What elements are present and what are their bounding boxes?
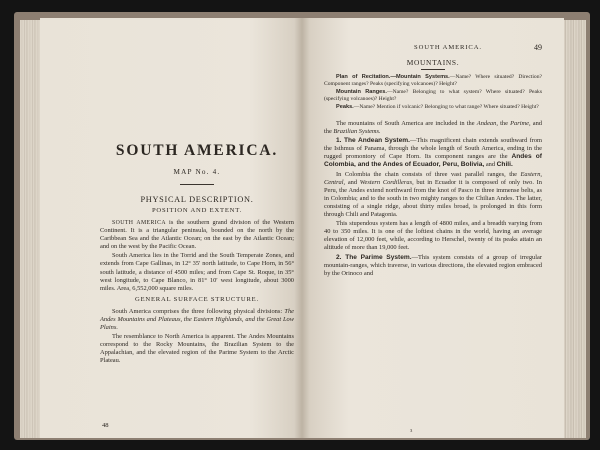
paragraph-parime-system: 2. The Parime System.—This system consists of a group of irregular mountain-ranges, which traverse, in various directions, the elevated region embraced by the Orinoco and [324,253,542,277]
paragraph-colombia: In Colombia the chain consists of three vast parallel ranges, the Eastern, Central, and Western Cordilleras, but in Ecuador it is composed of only two. In Peru, the Andes extend northward from the knot of Pasco in three immense belts, as in Colombia; and to the south in two mighty ranges to the Chilian Andes. The latter, consisting of a single ridge, about thirty miles broad, is prolonged in this form through Chili and Patagonia. [324,170,542,219]
subheading-position: POSITION AND EXTENT. [151,207,243,214]
paragraph-stupendous: This stupendous system has a length of 4800 miles, and a breadth varying from 40 to 350 miles. It is one of the loftiest chains in the world, having an average elevation of 12,000 feet, while, according to Herschel, twenty of its peaks attain an altitude of more than 19,000 feet. [324,220,542,252]
paragraph-extent: South America lies in the Torrid and the South Temperate Zones, and extends from Cape Gallinas, in 12° 35′ north latitude, to Cape Horn, in 56° south latitude, a distance of 4500 miles; and from Cape St. Roque, in 35° west longitude, to Cape Blanco, in 81° 10′ west longitude, about 3000 miles. Area, 6,552,000 square miles. [100,252,294,292]
left-page-body [100,130,294,367]
running-head: SOUTH AMERICA. [414,44,482,51]
recitation-plan: Plan of Recitation.—Mountain Systems.—Name? Where situated? Direction? Component ranges? Peaks (specifying volcanoes)? Height? Mountain Ranges.—Name? Belonging to what system? Where situated? Peaks (specifying volcanoes)? Height? Peaks.—Name? Mention if volcanic? Belonging to what range? Where situated? Height? [324,74,543,110]
paragraph-divisions: South America comprises the three following physical divisions: The Andes Mountains and Plateaus, the Eastern Highlands, and the Great Low Plains. [100,307,294,332]
section-title-physical: PHYSICAL DESCRIPTION. [140,195,254,204]
map-number: MAP No. 4. [173,168,221,176]
page-number-left: 48 [102,422,109,429]
paragraph-andean-system: 1. The Andean System.—This magnificent chain extends southward from the Isthmus of Panama, through the whole length of South America, ending in the rugged promontory of Cape Horn. Its component ranges are the Andes of Colombia, and the Andes of Ecuador, Peru, Bolivia, and Chili. [324,137,542,169]
open-book [14,12,590,440]
paragraph-boundaries: SOUTH AMERICA is the southern grand division of the Western Continent. It is a triangular peninsula, bounded on the north by the Caribbean Sea and the Atlantic Ocean; on the east by the Atlantic Ocean; and on the west by the Pacific Ocean. [100,219,294,251]
right-page-body [324,58,542,279]
lead-words: SOUTH AMERICA [112,220,166,226]
title-rule [180,184,214,185]
page-number-right: 49 [534,43,542,52]
page-edges-right [562,20,586,438]
section-rule [421,69,445,70]
page-title: SOUTH AMERICA. [115,142,279,159]
section-title-mountains: MOUNTAINS. [406,58,460,67]
subheading-surface: GENERAL SURFACE STRUCTURE. [135,295,259,303]
paragraph-mountain-systems: The mountains of South America are included in the Andean, the Parime, and the Brazilian Systems. [324,120,542,136]
signature-mark: 3 [410,428,413,433]
left-page [40,18,302,438]
paragraph-resemblance: The resemblance to North America is apparent. The Andes Mountains correspond to the Rocky Mountains, the Brazilian System to the Appalachian, and the elevated region of the Parime System to the Arctic Plateau. [100,333,294,365]
right-page [302,18,564,438]
